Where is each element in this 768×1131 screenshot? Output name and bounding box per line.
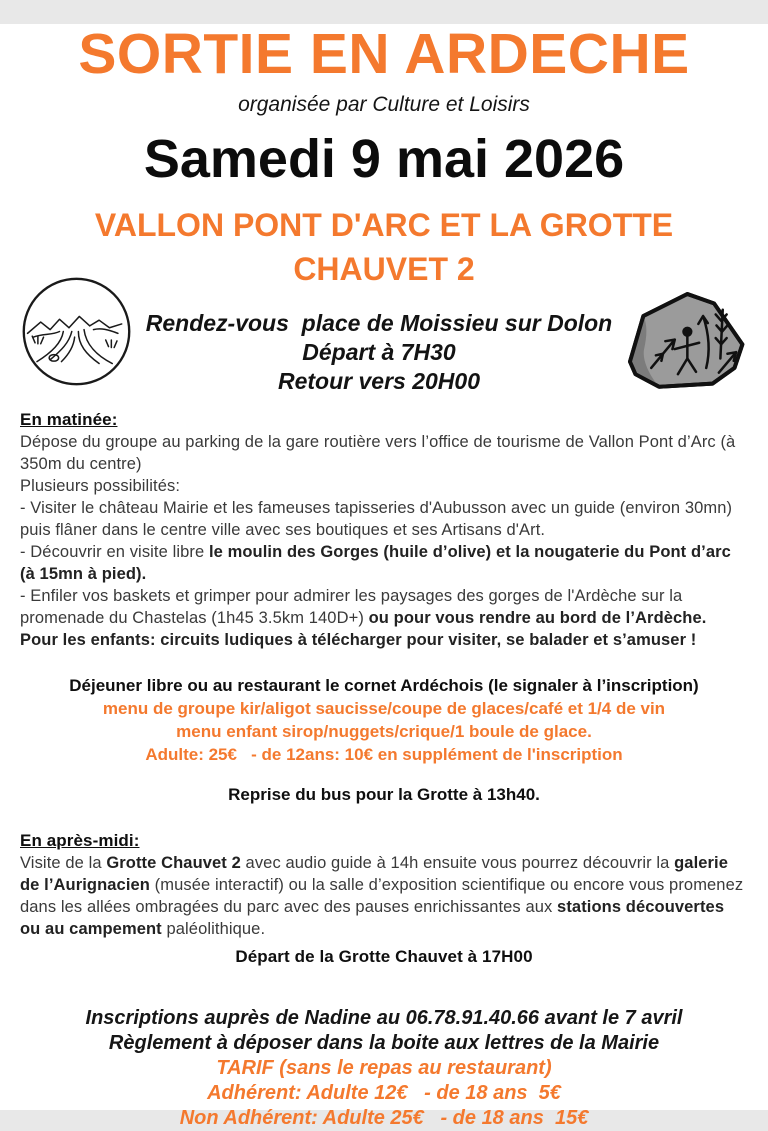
registration-contact: Inscriptions auprès de Nadine au 06.78.91.40.66 avant le 7 avril bbox=[85, 1007, 683, 1029]
afternoon-paragraph bbox=[20, 852, 748, 940]
morning-item-1: - Visiter le château Mairie et les fameuses tapisseries d'Aubusson avec un guide (environ 30mn) puis flâner dans le centre ville avec ses boutiques et ses Artisans d'Art. bbox=[20, 499, 733, 539]
kids-note: Pour les enfants: circuits ludiques à télécharger pour visiter, se balader et s’amuser ! bbox=[20, 631, 697, 649]
afternoon-highlight-1: Grotte Chauvet 2 bbox=[106, 854, 241, 872]
tarif-member: Adhérent: Adulte 12€ - de 18 ans 5€ bbox=[207, 1082, 561, 1104]
bus-departure-note: Reprise du bus pour la Grotte à 13h40. bbox=[228, 785, 540, 804]
morning-heading: En matinée: bbox=[20, 410, 118, 429]
afternoon-highlight-2: galerie de l’Aurignacien bbox=[20, 854, 729, 894]
meeting-info bbox=[140, 309, 618, 396]
morning-item-3-text: - Enfiler vos baskets et grimper pour admirer les paysages des gorges de l'Ardèche sur la promenade du Chastelas (1h45 3.5km 140D+) bbox=[20, 587, 683, 627]
lunch-menu-child: menu enfant sirop/nuggets/crique/1 boule de glace. bbox=[176, 722, 592, 741]
lunch-menu-group: menu de groupe kir/aligot saucisse/coupe de glaces/café et 1/4 de vin bbox=[102, 699, 666, 718]
organizer-subtitle: organisée par Culture et Loisirs bbox=[238, 93, 530, 116]
return-time: Retour vers 20H00 bbox=[278, 368, 480, 394]
departure-time: Départ à 7H30 bbox=[302, 339, 456, 365]
registration-section bbox=[0, 1006, 768, 1131]
flyer-page bbox=[0, 22, 768, 1129]
lunch-title: Déjeuner libre ou au restaurant le cornet Ardéchois (le signaler à l’inscription) bbox=[69, 676, 699, 695]
meeting-place: Rendez-vous place de Moissieu sur Dolon bbox=[145, 310, 613, 336]
registration-payment: Règlement à déposer dans la boite aux lettres de la Mairie bbox=[108, 1032, 660, 1054]
petroglyph-rock-image bbox=[618, 283, 752, 397]
afternoon-text-4: paléolithique. bbox=[161, 920, 266, 938]
afternoon-text-2: avec audio guide à 14h ensuite vous pourrez découvrir la bbox=[240, 854, 675, 872]
afternoon-text-1: Visite de la bbox=[20, 854, 107, 872]
afternoon-text-3: (musée interactif) ou la salle d’exposition scientifique ou encore vous promenez dans les allées ombragées du parc avec des pauses enrichissantes aux bbox=[20, 876, 744, 916]
afternoon-section bbox=[0, 830, 768, 968]
morning-paragraph-2: Plusieurs possibilités: bbox=[20, 477, 181, 495]
destination-line2: CHAUVET 2 bbox=[293, 251, 475, 287]
destination-line1: VALLON PONT D'ARC ET LA GROTTE bbox=[94, 207, 674, 243]
morning-section bbox=[0, 409, 768, 651]
meeting-section bbox=[0, 291, 768, 409]
afternoon-highlight-3: stations découvertes ou au campement bbox=[20, 898, 725, 938]
tarif-title: TARIF (sans le repas au restaurant) bbox=[216, 1057, 552, 1079]
morning-item-2 bbox=[20, 541, 748, 585]
page-title: SORTIE EN ARDECHE bbox=[78, 22, 690, 86]
lunch-prices: Adulte: 25€ - de 12ans: 10€ en supplément de l'inscription bbox=[145, 745, 623, 764]
afternoon-heading: En après-midi: bbox=[20, 831, 140, 850]
morning-item-3 bbox=[20, 585, 748, 629]
grotte-departure-note: Départ de la Grotte Chauvet à 17H00 bbox=[235, 947, 533, 966]
morning-item-2-highlight: le moulin des Gorges (huile d’olive) et la nougaterie du Pont d’arc (à 15mn à pied). bbox=[20, 543, 731, 583]
morning-item-2-text: - Découvrir en visite libre bbox=[20, 543, 209, 561]
event-date: Samedi 9 mai 2026 bbox=[143, 129, 625, 189]
morning-item-3-highlight: ou pour vous rendre au bord de l’Ardèche. bbox=[368, 609, 707, 627]
gorge-river-sketch-image bbox=[20, 275, 133, 388]
lunch-section bbox=[0, 674, 768, 806]
morning-paragraph-1: Dépose du groupe au parking de la gare routière vers l’office de tourisme de Vallon Pont d’Arc (à 350m du centre) bbox=[20, 433, 736, 473]
tarif-nonmember: Non Adhérent: Adulte 25€ - de 18 ans 15€ bbox=[179, 1107, 589, 1129]
